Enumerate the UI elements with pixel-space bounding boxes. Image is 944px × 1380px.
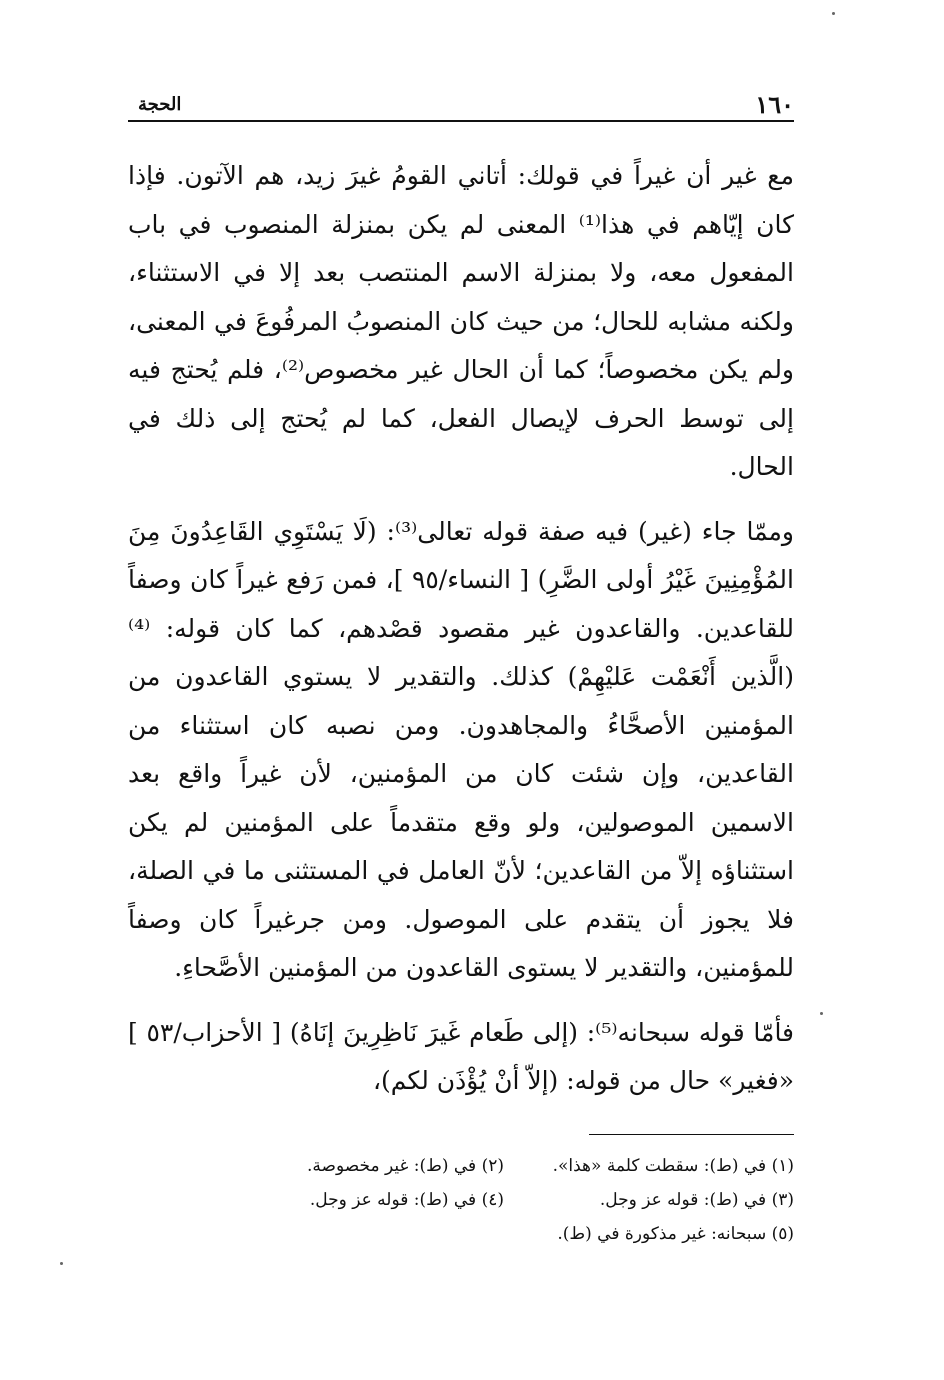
footnote-1: (١) في (ط): سقطت كلمة «هذا». [552,1155,794,1176]
footnote-separator [589,1134,794,1135]
page-header [128,90,794,122]
paragraph-2: وممّا جاء (غير) فيه صفة قوله تعالى⁽³⁾: (لَا يَسْتَوِي القَاعِدُونَ مِنَ المُؤْمِنِينَ غَيْرُ أولى الضَّرِ) [ النساء/٩٥ ]، فمن رَفع غيراً كان وصفاً للقاعدين. والقاعدون غير مقصود قصْدهم، كما كان قوله: ⁽⁴⁾(الَّذين أَنْعَمْت عَليْهِمْ) كذلك. والتقدير لا يستوي القاعدون من المؤمنين الأصحَّاءُ والمجاهدون. ومن نصبه كان استثناء من القاعدين، وإن شئت كان من المؤمنين، لأن غيراً واقع بعد الاسمين الموصولين، ولو وقع متقدماً على المؤمنين لم يكن استثناؤه إلاّ من القاعدين؛ لأنّ العامل في المستثنى ما في الصلة، فلا يجوز أن يتقدم على الموصول. ومن جرغيراً كان وصفاً للمؤمنين، والتقدير لا يستوى القاعدون من المؤمنين الأصَّحاءِ. [128,516,794,982]
footnote-5: (٥) سبحانه: غير مذكورة في (ط). [557,1223,794,1244]
footnote-2: (٢) في (ط): غير مخصوصة. [307,1155,504,1176]
scan-speck [832,12,835,15]
page-number: ١٦٠ [755,90,794,119]
book-page [128,90,794,1251]
footnote-3: (٣) في (ط): قوله عز وجل. [599,1189,794,1210]
footnote-row [128,1183,794,1217]
paragraph-1: مع غير أن غيراً في قولك: أتاني القومُ غيرَ زيد، هم الآتون. فإذا كان إيّاهم في هذا⁽¹⁾ المعنى لم يكن بمنزلة المنصوب في باب المفعول معه، ولا بمنزلة الاسم المنتصب بعد إلا في الاستثناء، ولكنه مشابه للحال؛ من حيث كان المنصوبُ المرفُوعَ في المعنى، ولم يكن مخصوصاً؛ كما أن الحال غير مخصوص⁽²⁾، فلم يُحتج فيه إلى توسط الحرف لإيصال الفعل، كما لم يُحتج إلى ذلك في الحال. [128,161,795,481]
footnote-4: (٤) في (ط): قوله عز وجل. [309,1189,504,1210]
running-title: الحجة [138,94,182,115]
paragraph-3: فأمّا قوله سبحانه⁽⁵⁾: (إلى طَعام غَيرَ نَاظِرِينَ إنَاهُ) [ الأحزاب/٥٣ ] «فغير» حال من قوله: (إلاّ أنْ يُؤْذَن لكم)، [128,1017,795,1095]
footnote-row [128,1217,794,1251]
scan-speck [60,1262,63,1265]
footnotes [128,1149,794,1251]
footnote-row [128,1149,794,1183]
body-text [128,152,794,1106]
scan-speck [820,1012,823,1015]
